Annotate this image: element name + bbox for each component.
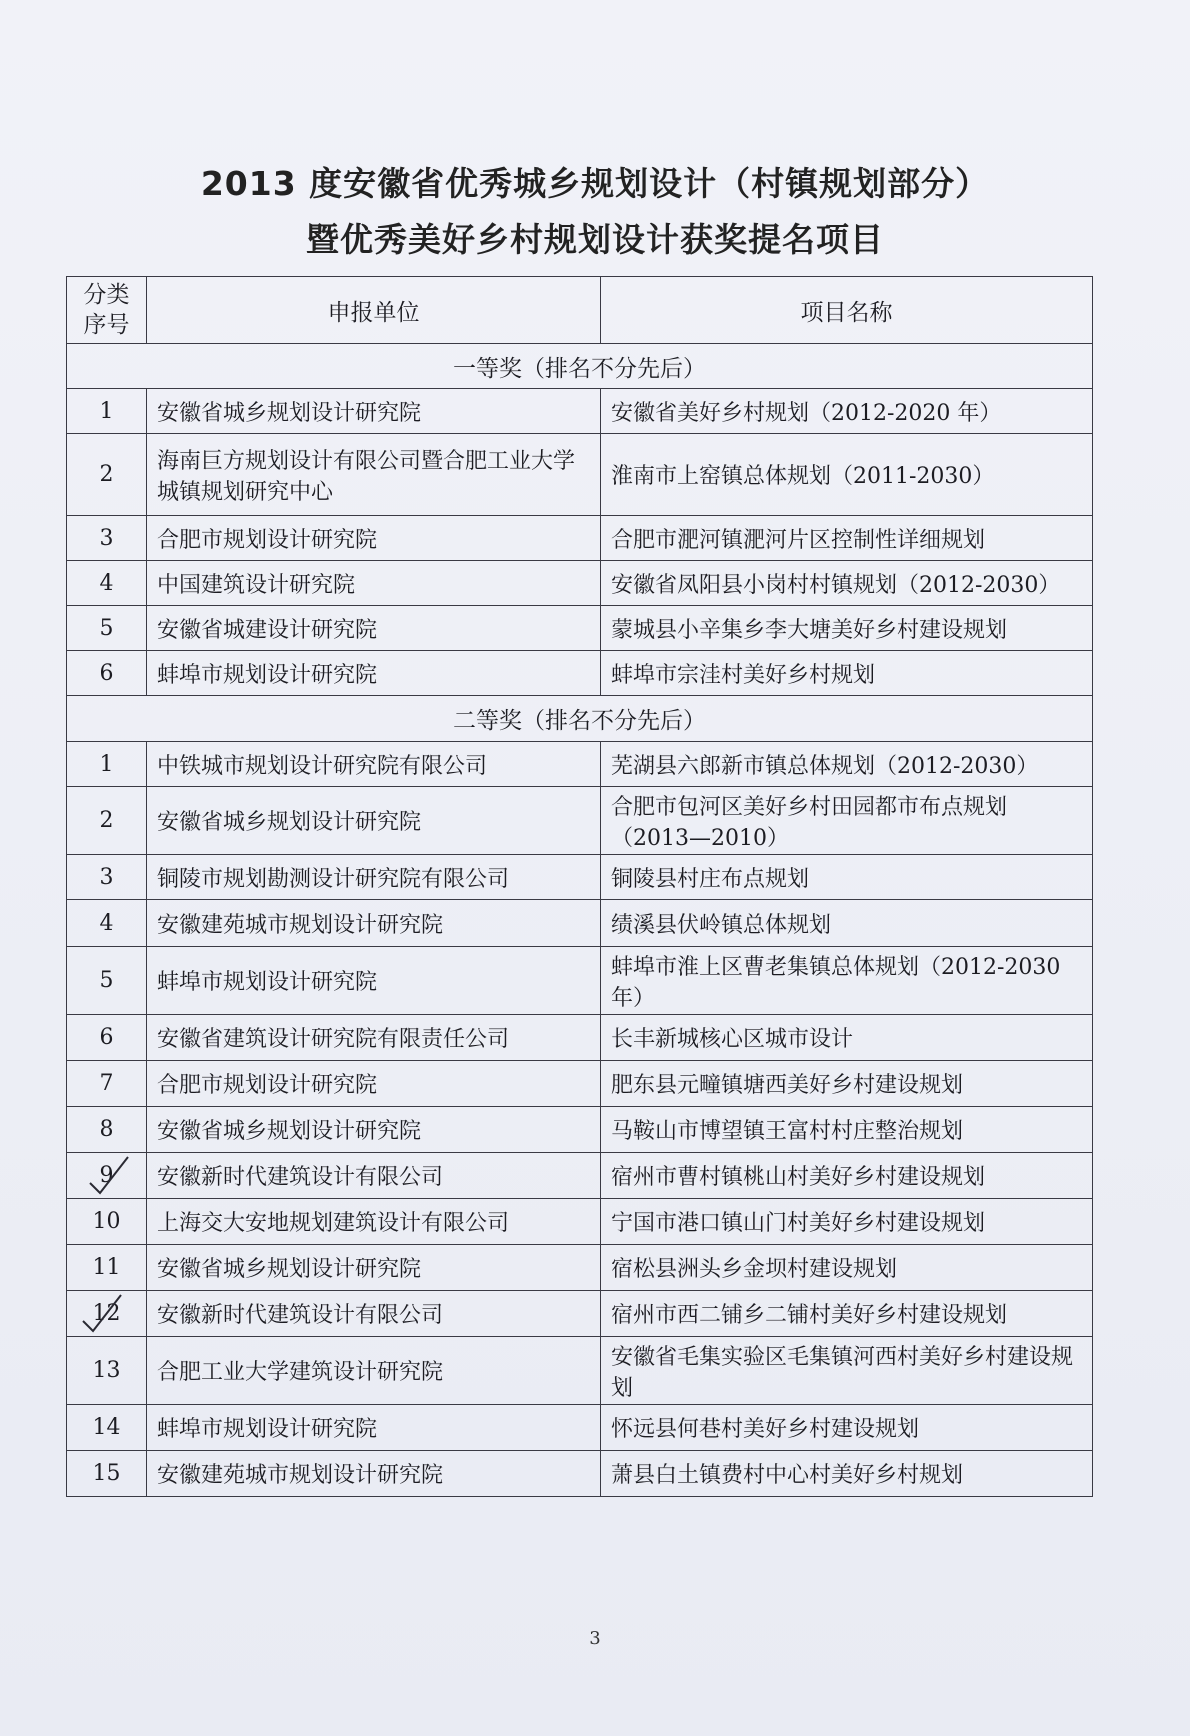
row-unit: 合肥工业大学建筑设计研究院 (147, 1337, 601, 1405)
row-project: 芜湖县六郎新市镇总体规划（2012-2030） (601, 742, 1093, 787)
table-row (67, 516, 1093, 561)
table-row (67, 855, 1093, 900)
section-second-prize (67, 696, 1093, 742)
awards-table (66, 276, 1093, 1497)
row-project: 蚌埠市淮上区曹老集镇总体规划（2012-2030 年） (601, 947, 1093, 1015)
row-number: 4 (67, 900, 147, 947)
row-unit: 上海交大安地规划建筑设计有限公司 (147, 1199, 601, 1245)
checkmark-icon (86, 1153, 132, 1199)
row-project: 安徽省毛集实验区毛集镇河西村美好乡村建设规划 (601, 1337, 1093, 1405)
row-project: 铜陵县村庄布点规划 (601, 855, 1093, 900)
table-row (67, 1291, 1093, 1337)
row-project: 绩溪县伏岭镇总体规划 (601, 900, 1093, 947)
row-project: 宿州市西二铺乡二铺村美好乡村建设规划 (601, 1291, 1093, 1337)
row-number: 5 (67, 606, 147, 651)
header-category-number-line2: 序号 (83, 312, 130, 338)
row-number: 13 (67, 1337, 147, 1405)
document-title-line-2: 暨优秀美好乡村规划设计获奖提名项目 (306, 220, 884, 259)
row-unit: 安徽省城建设计研究院 (147, 606, 601, 651)
row-number-cell (67, 1153, 147, 1199)
row-unit: 蚌埠市规划设计研究院 (147, 1405, 601, 1451)
row-number: 1 (67, 742, 147, 787)
row-number: 7 (67, 1061, 147, 1107)
page-number: 3 (589, 1628, 601, 1649)
row-number: 10 (67, 1199, 147, 1245)
row-unit: 铜陵市规划勘测设计研究院有限公司 (147, 855, 601, 900)
row-project: 宿松县洲头乡金坝村建设规划 (601, 1245, 1093, 1291)
row-unit: 安徽新时代建筑设计有限公司 (147, 1291, 601, 1337)
row-number: 9 (99, 1163, 114, 1188)
table-row (67, 1337, 1093, 1405)
row-number: 8 (67, 1107, 147, 1153)
document-title-line-1: 2013 度安徽省优秀城乡规划设计（村镇规划部分） (200, 164, 990, 203)
table-row (67, 389, 1093, 434)
row-unit: 中铁城市规划设计研究院有限公司 (147, 742, 601, 787)
row-number: 2 (67, 787, 147, 855)
table-row (67, 651, 1093, 696)
table-row (67, 742, 1093, 787)
row-number: 3 (67, 855, 147, 900)
row-number: 6 (67, 1015, 147, 1061)
row-project: 合肥市包河区美好乡村田园都市布点规划（2013—2010） (601, 787, 1093, 855)
table-row (67, 900, 1093, 947)
table-row (67, 787, 1093, 855)
checkmark-icon (79, 1291, 125, 1337)
header-applicant-unit: 申报单位 (147, 277, 601, 344)
row-unit: 蚌埠市规划设计研究院 (147, 651, 601, 696)
table-row (67, 1199, 1093, 1245)
row-project: 蒙城县小辛集乡李大塘美好乡村建设规划 (601, 606, 1093, 651)
row-project: 肥东县元疃镇塘西美好乡村建设规划 (601, 1061, 1093, 1107)
row-project: 蚌埠市宗洼村美好乡村规划 (601, 651, 1093, 696)
row-unit: 安徽建苑城市规划设计研究院 (147, 900, 601, 947)
row-unit: 安徽省城乡规划设计研究院 (147, 787, 601, 855)
table-row (67, 434, 1093, 516)
table-row (67, 1107, 1093, 1153)
section-first-prize (67, 344, 1093, 389)
row-project: 萧县白土镇费村中心村美好乡村规划 (601, 1451, 1093, 1497)
row-project: 宿州市曹村镇桃山村美好乡村建设规划 (601, 1153, 1093, 1199)
table-row (67, 1405, 1093, 1451)
header-category-number-line1: 分类 (83, 282, 130, 308)
row-project: 长丰新城核心区城市设计 (601, 1015, 1093, 1061)
row-unit: 安徽新时代建筑设计有限公司 (147, 1153, 601, 1199)
row-unit: 蚌埠市规划设计研究院 (147, 947, 601, 1015)
row-unit: 安徽建苑城市规划设计研究院 (147, 1451, 601, 1497)
table-row (67, 1153, 1093, 1199)
table-row (67, 561, 1093, 606)
header-category-number (67, 277, 147, 344)
table-header-row (67, 277, 1093, 344)
table-row (67, 1061, 1093, 1107)
row-number: 3 (67, 516, 147, 561)
row-number: 5 (67, 947, 147, 1015)
row-project: 宁国市港口镇山门村美好乡村建设规划 (601, 1199, 1093, 1245)
row-project: 马鞍山市博望镇王富村村庄整治规划 (601, 1107, 1093, 1153)
first-prize-label: 一等奖（排名不分先后） (67, 344, 1093, 389)
row-number: 11 (67, 1245, 147, 1291)
row-unit: 海南巨方规划设计有限公司暨合肥工业大学城镇规划研究中心 (147, 434, 601, 516)
row-unit: 合肥市规划设计研究院 (147, 1061, 601, 1107)
table-row (67, 1451, 1093, 1497)
row-project: 合肥市淝河镇淝河片区控制性详细规划 (601, 516, 1093, 561)
table-row (67, 947, 1093, 1015)
row-number: 15 (67, 1451, 147, 1497)
row-unit: 安徽省城乡规划设计研究院 (147, 389, 601, 434)
row-unit: 安徽省建筑设计研究院有限责任公司 (147, 1015, 601, 1061)
table-row (67, 606, 1093, 651)
row-project: 淮南市上窑镇总体规划（2011-2030） (601, 434, 1093, 516)
row-number-cell (67, 1291, 147, 1337)
row-number: 6 (67, 651, 147, 696)
second-prize-label: 二等奖（排名不分先后） (67, 696, 1093, 742)
row-number: 12 (92, 1301, 121, 1326)
row-project: 安徽省美好乡村规划（2012-2020 年） (601, 389, 1093, 434)
row-number: 1 (67, 389, 147, 434)
row-number: 14 (67, 1405, 147, 1451)
row-number: 4 (67, 561, 147, 606)
row-unit: 中国建筑设计研究院 (147, 561, 601, 606)
row-unit: 安徽省城乡规划设计研究院 (147, 1245, 601, 1291)
row-project: 安徽省凤阳县小岗村村镇规划（2012-2030） (601, 561, 1093, 606)
header-project-name: 项目名称 (601, 277, 1093, 344)
table-row (67, 1015, 1093, 1061)
table-row (67, 1245, 1093, 1291)
row-project: 怀远县何巷村美好乡村建设规划 (601, 1405, 1093, 1451)
row-number: 2 (67, 434, 147, 516)
row-unit: 合肥市规划设计研究院 (147, 516, 601, 561)
row-unit: 安徽省城乡规划设计研究院 (147, 1107, 601, 1153)
